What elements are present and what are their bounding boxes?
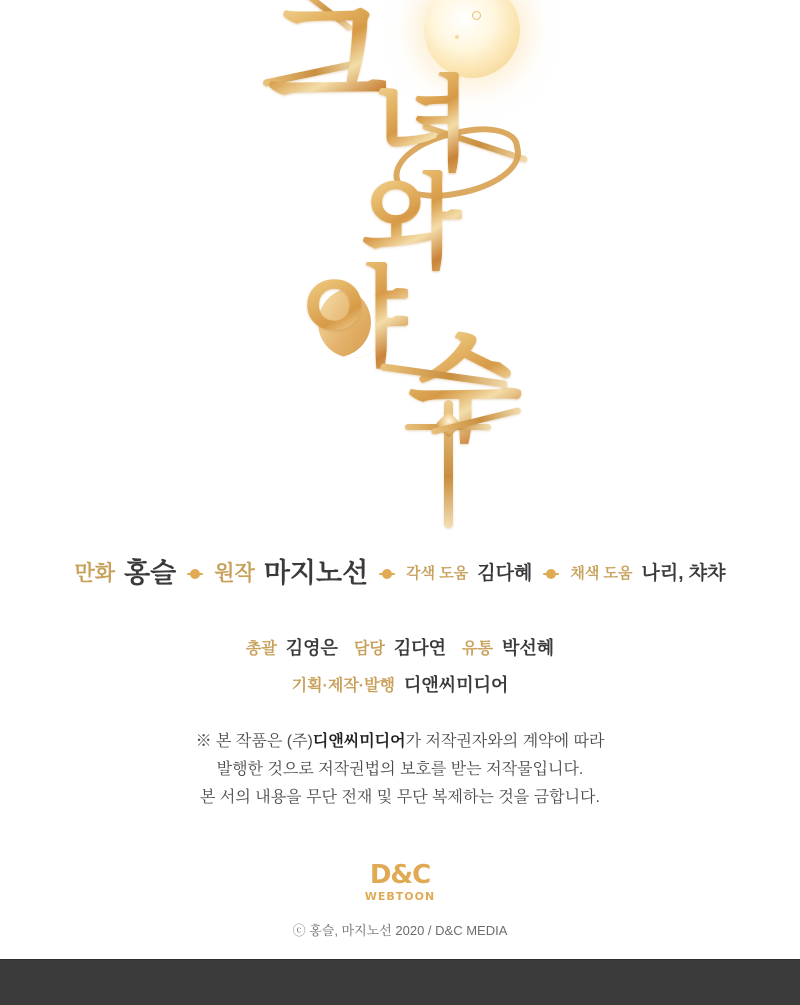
title-glyph-2: 녀 [372, 62, 473, 185]
flourish-loop [387, 119, 526, 207]
legal-notice [0, 728, 800, 812]
dc-webtoon-logo: D&C [369, 860, 431, 890]
cross-gem-icon [435, 411, 462, 438]
credits-publisher-line [0, 671, 800, 697]
legal-notice-publisher: 디앤씨미디어 [312, 733, 406, 750]
cross-horizontal-stroke [405, 424, 491, 430]
ornament-separator-icon [543, 566, 559, 582]
credit-name-manhwa: 홍슬 [124, 558, 177, 588]
credit-role-supervision: 총괄 [245, 640, 277, 658]
ornament-separator-icon [187, 566, 203, 582]
legal-notice-suffix: 가 저작권자와의 계약에 따라 [405, 733, 605, 750]
credit-role-original: 원작 [214, 562, 255, 585]
credits-block [0, 560, 800, 697]
legal-notice-line-1 [0, 728, 800, 756]
cross-vertical-stroke [444, 400, 453, 528]
dc-webtoon-logo-subtitle: WEBTOON [364, 890, 436, 903]
title-glyph-5: 수 [408, 319, 522, 458]
flourish-stroke [380, 363, 508, 388]
legal-notice-line-3: 본 서의 내용을 무단 전재 및 무단 복제하는 것을 금합니다. [200, 789, 600, 806]
flourish-stroke [422, 123, 528, 163]
credit-role-distribution: 유통 [462, 640, 493, 658]
credit-name-coloring: 나리, 챠챠 [641, 563, 726, 584]
copyright-text: ⓒ 홍슬, 마지노선 2020 / D&C MEDIA [292, 923, 508, 938]
flourish-stroke [262, 60, 357, 87]
legal-notice-prefix: ※ 본 작품은 (주) [195, 733, 313, 750]
ornament-separator-icon [379, 566, 395, 582]
credits-primary-line [0, 560, 800, 587]
moon-sparkle-dot-icon [455, 35, 459, 39]
crescent-ornament-icon [309, 279, 397, 367]
title-glyph-1: 그 [268, 0, 386, 122]
credit-name-distribution: 박선혜 [501, 638, 555, 658]
title-glyph-3: 와 [362, 160, 463, 283]
credit-role-manager: 담당 [353, 640, 385, 658]
flourish-stroke [431, 407, 522, 435]
credit-role-manhwa: 만화 [74, 562, 116, 585]
credits-secondary-line [0, 634, 800, 660]
credit-name-supervision: 김영은 [285, 638, 338, 658]
credit-role-adaptation: 각색 도움 [406, 565, 469, 582]
moon-sparkle-ring-icon [472, 11, 481, 20]
viewer-bottom-bar[interactable] [0, 959, 800, 1005]
footer-block [0, 862, 800, 939]
credit-role-coloring: 채색 도움 [570, 565, 633, 582]
flourish-stroke [303, 0, 354, 32]
legal-notice-line-2: 발행한 것으로 저작권법의 보호를 받는 저작물입니다. [216, 761, 584, 778]
credit-name-publisher: 디앤씨미디어 [404, 675, 509, 695]
title-glyph-4: 야 [302, 252, 409, 381]
credit-name-original: 마지노선 [263, 558, 369, 588]
credit-name-manager: 김다연 [393, 638, 447, 658]
credit-name-adaptation: 김다혜 [477, 563, 533, 584]
credit-role-publisher: 기획·제작·발행 [291, 677, 396, 695]
